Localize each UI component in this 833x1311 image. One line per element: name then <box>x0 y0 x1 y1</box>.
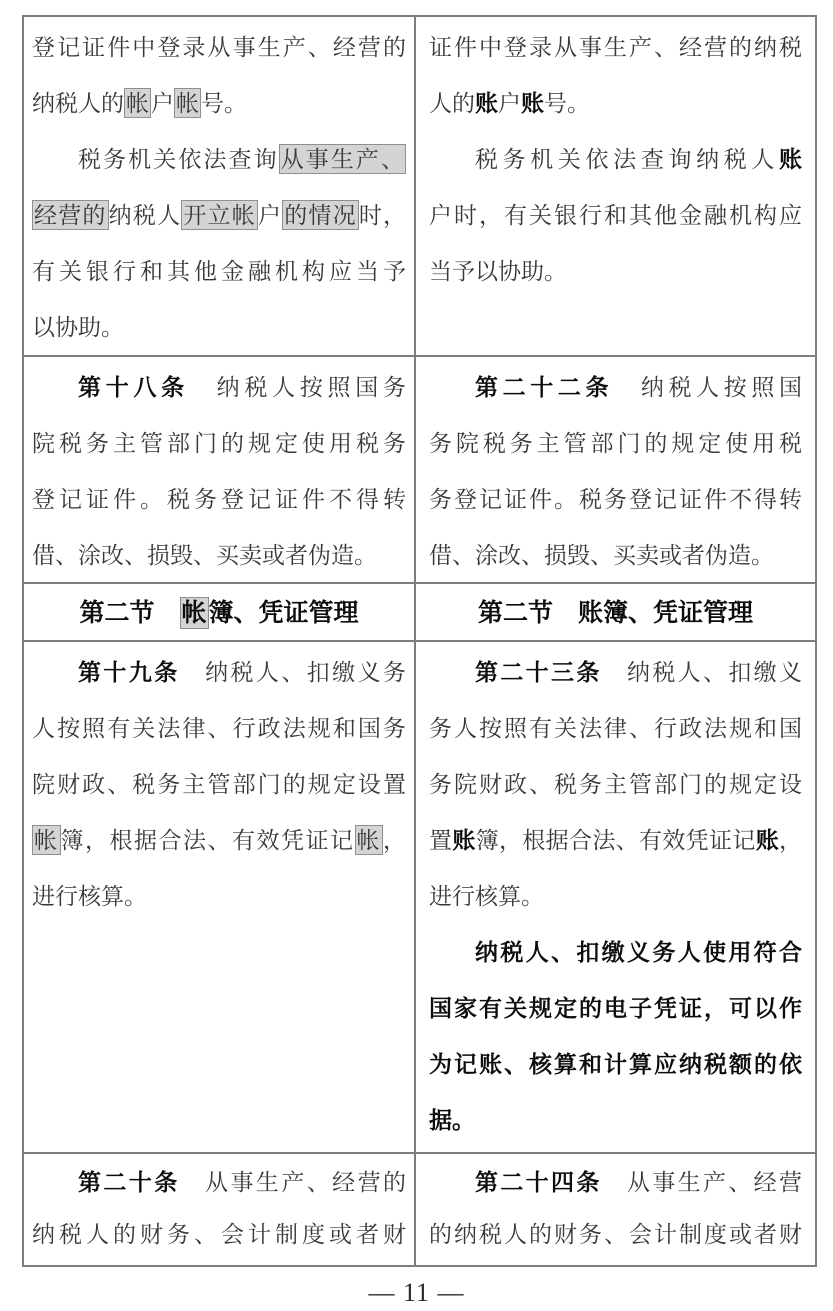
text-line <box>32 1156 406 1208</box>
text-segment: 户时，有关银行和其他金融机构应 <box>429 202 802 228</box>
bold-text: 第十九条 <box>78 659 180 685</box>
text-line <box>429 1208 802 1260</box>
text-segment: 纳税人 <box>108 202 182 228</box>
text-segment: 人按照有关法律、行政法规和国务 <box>32 715 406 741</box>
bold-text: 第二节 <box>477 599 553 627</box>
bold-text: 账 <box>521 90 544 116</box>
bold-text: 第二十条 <box>78 1169 180 1195</box>
text-segment: 进行核算。 <box>429 883 544 909</box>
text-segment: 当予以协助。 <box>429 258 567 284</box>
bold-text <box>154 599 179 627</box>
text-line <box>429 1036 802 1092</box>
text-segment: 纳税人、扣缴义务 <box>179 659 407 685</box>
table-row <box>24 17 815 357</box>
text-line <box>429 644 802 700</box>
bold-text: 纳税人、扣缴义务人使用符合 <box>475 939 802 965</box>
text-segment: 借、涂改、损毁、买卖或者伪造。 <box>429 542 774 568</box>
text-line <box>32 644 406 700</box>
page-number: — 11 — <box>368 1278 465 1307</box>
text-line <box>32 131 406 187</box>
text-line <box>429 868 802 924</box>
comparison-table <box>22 15 817 1267</box>
bold-text: 第十八条 <box>78 374 189 400</box>
text-segment: 号。 <box>201 90 247 116</box>
text-segment: 人的 <box>429 90 475 116</box>
text-segment: 登记证件。税务登记证件不得转 <box>32 486 406 512</box>
text-segment: 税务机关依法查询纳税人 <box>475 146 779 172</box>
text-line <box>429 75 802 131</box>
text-line <box>429 131 802 187</box>
text-segment: 纳税人的财务、会计制度或者财 <box>32 1221 406 1247</box>
text-segment: 纳税人、扣缴义 <box>601 659 803 685</box>
text-line <box>429 187 802 243</box>
text-segment: 户 <box>498 90 521 116</box>
text-segment: 院税务主管部门的规定使用税务 <box>32 430 406 456</box>
highlighted-text: 帐 <box>176 90 199 116</box>
section-heading-row <box>24 584 815 642</box>
highlighted-bold-text: 帐 <box>181 599 207 627</box>
text-segment: 号。 <box>544 90 590 116</box>
text-line <box>32 756 406 812</box>
text-line <box>429 243 802 299</box>
text-segment: 户 <box>151 90 174 116</box>
text-segment: 置 <box>429 827 453 853</box>
text-segment: 院财政、税务主管部门的规定设置 <box>32 771 406 797</box>
text-line <box>32 812 406 868</box>
highlighted-text: 帐 <box>34 827 59 853</box>
new-version-cell <box>416 1154 815 1265</box>
bold-text: 国家有关规定的电子凭证，可以作 <box>429 995 802 1021</box>
text-segment: 务院税务主管部门的规定使用税 <box>429 430 802 456</box>
text-segment: 务登记证件。税务登记证件不得转 <box>429 486 802 512</box>
text-line <box>429 1092 802 1148</box>
text-line <box>32 415 406 471</box>
text-line <box>429 415 802 471</box>
text-line <box>32 527 406 582</box>
text-segment: 簿，根据合法、有效凭证记 <box>475 827 756 853</box>
table-row <box>24 642 815 1154</box>
text-line <box>429 1156 802 1208</box>
highlighted-text: 开立帐 <box>183 202 256 228</box>
old-version-cell <box>24 584 416 640</box>
bold-text: 账 <box>452 827 476 853</box>
text-segment: 借、涂改、损毁、买卖或者伪造。 <box>32 542 377 568</box>
highlighted-text: 帐 <box>126 90 149 116</box>
text-line <box>32 187 406 243</box>
text-line <box>429 812 802 868</box>
bold-text: 据。 <box>429 1107 475 1133</box>
bold-text: 账 <box>475 90 498 116</box>
text-segment: 有关银行和其他金融机构应当予 <box>32 258 406 284</box>
highlighted-text: 的情况 <box>284 202 357 228</box>
text-segment: 务院财政、税务主管部门的规定设 <box>429 771 802 797</box>
highlighted-text: 从事生产、 <box>280 146 405 172</box>
text-segment: 税务机关依法查询 <box>78 146 279 172</box>
text-line <box>429 756 802 812</box>
text-segment: 进行核算。 <box>32 883 147 909</box>
text-line <box>429 527 802 582</box>
text-segment: 以协助。 <box>32 314 124 340</box>
text-segment: 时， <box>358 202 407 228</box>
bold-text: 为记账、核算和计算应纳税额的依 <box>429 1051 802 1077</box>
old-version-cell <box>24 1154 416 1265</box>
new-version-cell <box>416 642 815 1152</box>
text-line <box>429 924 802 980</box>
old-version-cell <box>24 642 416 1152</box>
table-row <box>24 1154 815 1265</box>
text-line <box>32 471 406 527</box>
text-line <box>32 75 406 131</box>
text-line <box>32 1208 406 1260</box>
text-segment: 从事生产、经营 <box>601 1169 803 1195</box>
bold-text: 第二十二条 <box>475 374 614 400</box>
bold-text: 账簿、凭证管理 <box>553 599 754 627</box>
bold-text: 第二十四条 <box>475 1169 602 1195</box>
text-line <box>429 586 802 640</box>
text-line <box>429 700 802 756</box>
text-segment: 的纳税人的财务、会计制度或者财 <box>429 1221 802 1247</box>
text-segment: ， <box>779 827 803 853</box>
old-version-cell <box>24 357 416 582</box>
bold-text: 第二十三条 <box>475 659 602 685</box>
text-segment: 纳税人的 <box>32 90 124 116</box>
text-line <box>32 299 406 355</box>
text-line <box>429 359 802 415</box>
text-segment: 从事生产、经营的 <box>179 1169 407 1195</box>
bold-text: 账 <box>779 146 802 172</box>
text-line <box>32 586 406 640</box>
text-line <box>429 471 802 527</box>
text-line <box>32 19 406 75</box>
new-version-cell <box>416 357 815 582</box>
text-segment: 纳税人按照国 <box>613 374 803 400</box>
text-segment: 证件中登录从事生产、经营的纳税 <box>429 34 802 60</box>
text-line <box>32 868 406 924</box>
text-segment: 户 <box>257 202 283 228</box>
text-segment: 纳税人按照国务 <box>188 374 407 400</box>
text-line <box>32 700 406 756</box>
text-line <box>32 243 406 299</box>
text-line <box>429 980 802 1036</box>
highlighted-text: 帐 <box>356 827 381 853</box>
bold-text: 簿、凭证管理 <box>208 599 359 627</box>
text-segment: 务人按照有关法律、行政法规和国 <box>429 715 802 741</box>
text-segment: ， <box>383 827 406 853</box>
table-row <box>24 357 815 584</box>
text-segment: 簿，根据合法、有效凭证记 <box>60 827 355 853</box>
text-line <box>429 19 802 75</box>
new-version-cell <box>416 584 815 640</box>
old-version-cell <box>24 17 416 355</box>
text-line <box>32 359 406 415</box>
bold-text: 账 <box>755 827 780 853</box>
text-segment: 登记证件中登录从事生产、经营的 <box>32 34 406 60</box>
bold-text: 第二节 <box>79 599 155 627</box>
highlighted-text: 经营的 <box>34 202 107 228</box>
new-version-cell <box>416 17 815 355</box>
